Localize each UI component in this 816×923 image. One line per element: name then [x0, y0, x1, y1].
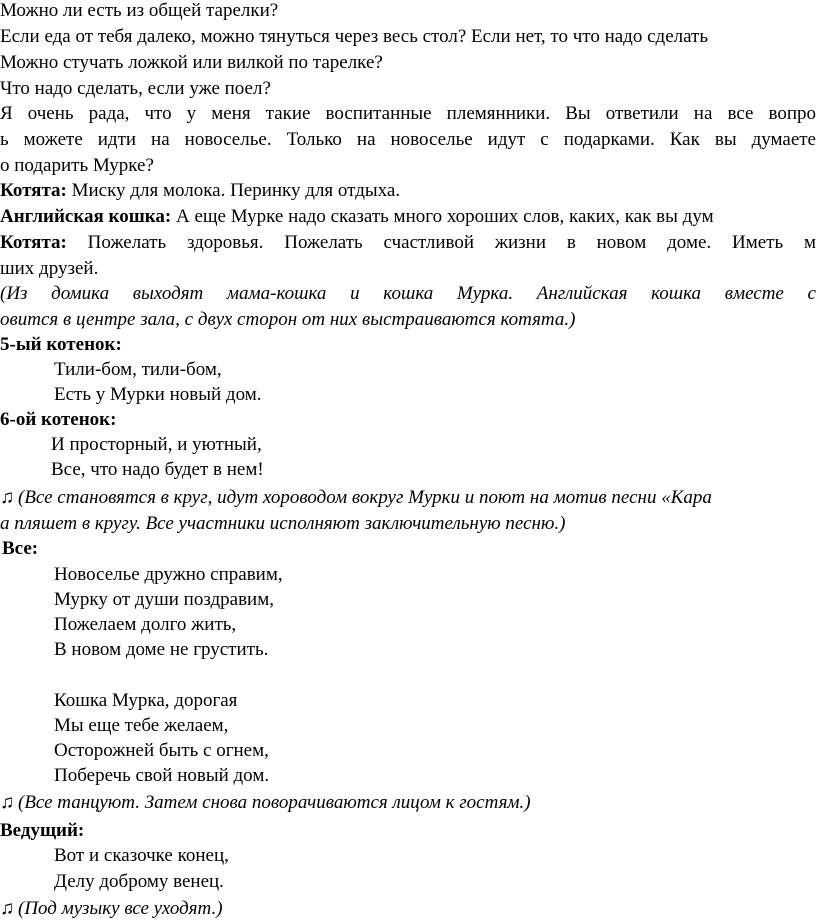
speaker-label: Котята:: [0, 180, 67, 201]
poem-line: Есть у Мурки новый дом.: [54, 384, 262, 405]
stage-direction-text: (Под музыку все уходят.): [18, 898, 223, 919]
poem-line: Поберечь свой новый дом.: [54, 765, 270, 786]
music-note-icon: ♫: [0, 898, 15, 919]
question-line: Можно стучать ложкой или вилкой по тарелке?: [0, 52, 383, 73]
stage-direction: [0, 790, 531, 815]
poem-line: Тили-бом, тили-бом,: [54, 359, 222, 380]
poem-line: В новом доме не грустить.: [54, 639, 269, 660]
poem-line: Кошка Мурка, дорогая: [54, 690, 238, 711]
stage-direction: [0, 896, 223, 921]
poem-line: Пожелаем долго жить,: [54, 614, 237, 635]
poem-line: Новоселье дружно справим,: [54, 564, 283, 585]
poem-line: Вот и сказочке конец,: [54, 845, 229, 866]
stage-direction: [0, 485, 712, 510]
dialogue-text: А еще Мурке надо сказать много хороших слов, каких, как вы дум: [171, 206, 714, 227]
speaker-heading: Ведущий:: [0, 820, 85, 841]
poem-line: И просторный, и уютный,: [51, 434, 262, 455]
speaker-heading: 6-ой котенок:: [0, 409, 117, 430]
stage-direction: (Из домика выходят мама-кошка и кошка Мурка. Английская кошка вместе с: [0, 283, 816, 304]
stage-direction-text: (Все становятся в круг, идут хороводом вокруг Мурки и поют на мотив песни «Кара: [18, 487, 712, 508]
stage-direction: овится в центре зала, с двух сторон от них выстраиваются котята.): [0, 309, 576, 330]
dialogue-line: [0, 204, 714, 229]
poem-line: Делу доброму венец.: [54, 871, 224, 892]
dialogue-text: Миску для молока. Перинку для отдыха.: [66, 180, 401, 201]
question-line: Можно ли есть из общей тарелки?: [0, 0, 279, 21]
paragraph-line: Я очень рада, что у меня такие воспитанные племянники. Вы ответили на все вопро: [0, 103, 816, 124]
paragraph-line: ь можете идти на новоселье. Только на новоселье идут с подарками. Как вы думаете: [0, 129, 816, 150]
speaker-label: Английская кошка:: [0, 206, 172, 227]
dialogue-text: Пожелать здоровья. Пожелать счастливой жизни в новом доме. Иметь м: [66, 232, 816, 253]
question-line: Если еда от тебя далеко, можно тянуться через весь стол? Если нет, то что надо сделать: [0, 26, 709, 47]
stage-direction-text: (Все танцуют. Затем снова поворачиваются лицом к гостям.): [18, 792, 531, 813]
poem-line: Мурку от души поздравим,: [54, 589, 274, 610]
music-note-icon: ♫: [0, 487, 15, 508]
dialogue-line: ших друзей.: [0, 258, 99, 279]
paragraph-line: о подарить Мурке?: [0, 155, 154, 176]
poem-line: Мы еще тебе желаем,: [54, 715, 229, 736]
question-line: Что надо сделать, если уже поел?: [0, 78, 271, 99]
dialogue-line: [0, 178, 400, 203]
speaker-heading: 5-ый котенок:: [0, 334, 122, 355]
stage-direction: а пляшет в кругу. Все участники исполняют заключительную песню.): [0, 513, 566, 534]
speaker-label: Котята:: [0, 232, 67, 253]
poem-line: Все, что надо будет в нем!: [51, 459, 264, 480]
poem-line: Осторожней быть с огнем,: [54, 740, 269, 761]
music-note-icon: ♫: [0, 792, 15, 813]
dialogue-line: [0, 230, 816, 255]
speaker-heading: Все:: [2, 538, 39, 559]
